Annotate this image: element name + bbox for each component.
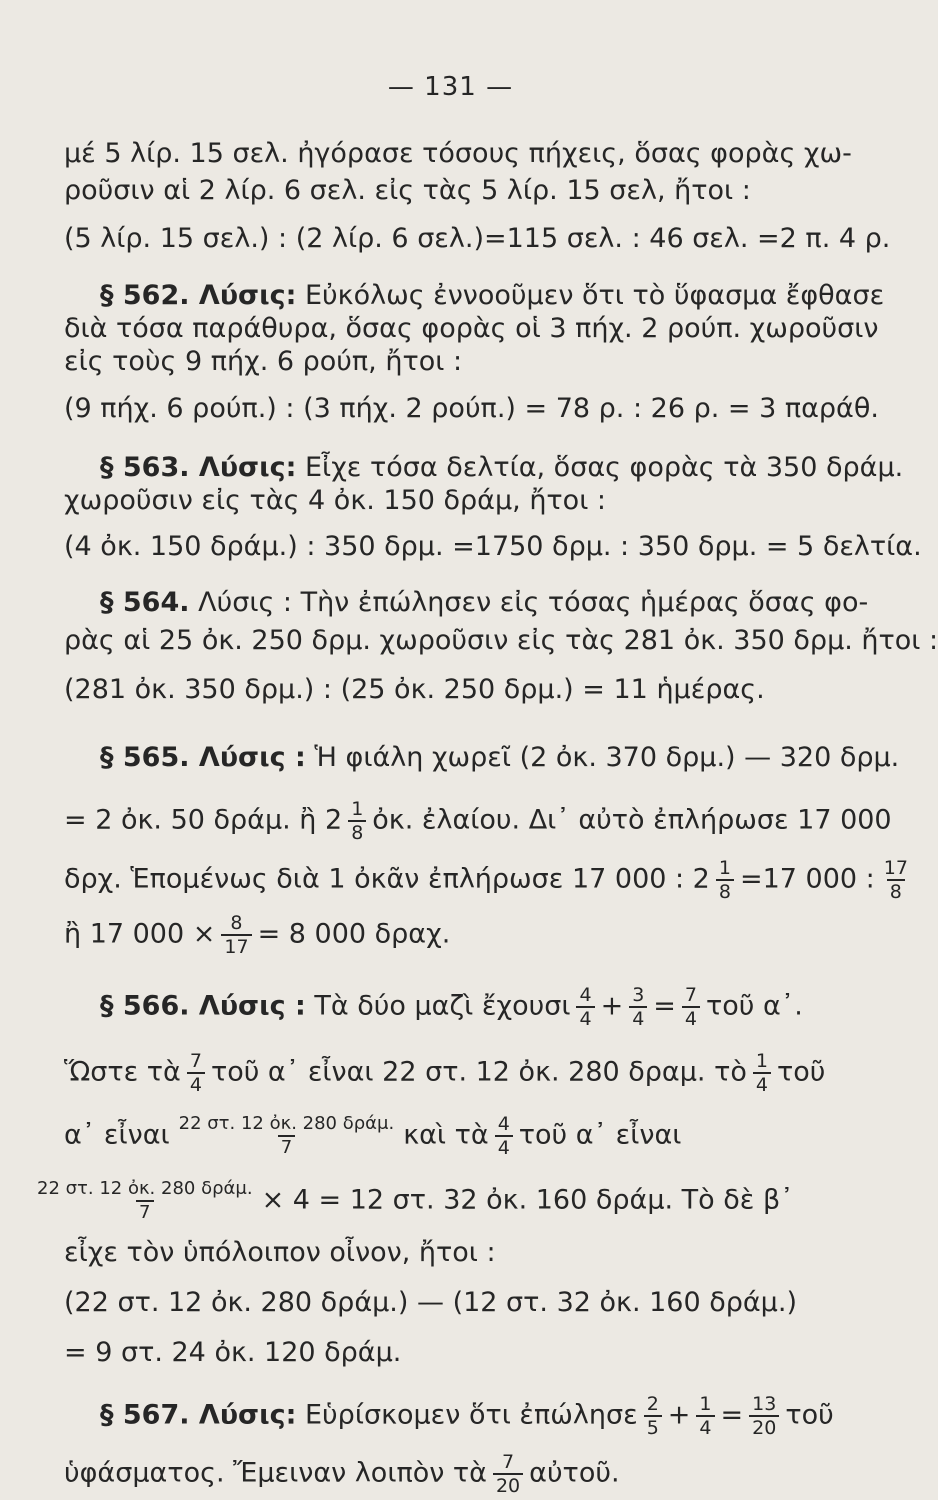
fraction	[187, 1050, 205, 1096]
denominator: 8	[887, 879, 905, 903]
equation-line: (9 πήχ. 6 ρούπ.) : (3 πήχ. 2 ρούπ.) = 78 ρ. : 26 ρ. = 3 παράθ.	[64, 393, 879, 424]
fraction	[753, 1050, 771, 1096]
section-heading: § 562. Λύσις:	[100, 280, 297, 311]
text-segment: ὀκ. ἐλαίου. Δι᾿ αὐτὸ ἐπλήρωσε 17 000	[372, 804, 892, 836]
section-566	[100, 984, 849, 1030]
text-segment: τοῦ	[776, 1056, 826, 1088]
equation-line: (22 στ. 12 ὀκ. 280 δράμ.) — (12 στ. 32 ὀκ. 160 δράμ.)	[64, 1287, 797, 1318]
section-heading: § 563. Λύσις:	[100, 452, 297, 483]
fraction	[749, 1393, 779, 1439]
text-line: ροῦσιν αἱ 2 λίρ. 6 σελ. εἰς τὰς 5 λίρ. 15 σελ, ἤτοι :	[64, 175, 751, 206]
section-text: Εὐκόλως ἐννοοῦμεν ὅτι τὸ ὕφασμα ἔφθασε	[305, 280, 885, 311]
equation-line: (4 ὀκ. 150 δράμ.) : 350 δρμ. =1750 δρμ. : 350 δρμ. = 5 δελτία.	[64, 531, 922, 562]
fraction	[696, 1393, 714, 1439]
fraction	[682, 984, 700, 1030]
numerator: 2	[646, 1393, 659, 1415]
numerator: 7	[189, 1050, 202, 1072]
text-segment: καὶ τὰ	[403, 1119, 489, 1151]
numerator: 1	[718, 857, 731, 879]
plus-sign: +	[600, 990, 624, 1022]
denominator: 4	[682, 1006, 700, 1030]
text-line: = 9 στ. 24 ὀκ. 120 δράμ.	[64, 1337, 402, 1368]
denominator: 4	[187, 1072, 205, 1096]
section-heading: § 567. Λύσις:	[100, 1399, 297, 1431]
numerator: 1	[699, 1393, 712, 1415]
numerator: 3	[632, 984, 645, 1006]
text-line	[64, 912, 849, 958]
equation-line: (281 ὀκ. 350 δρμ.) : (25 ὀκ. 250 δρμ.) = 11 ἡμέρας.	[64, 674, 765, 705]
section-text: Εἶχε τόσα δελτία, ὅσας φορὰς τὰ 350 δράμ.	[305, 452, 904, 483]
section-heading: § 565. Λύσις :	[100, 742, 306, 773]
text-line	[34, 1178, 849, 1224]
numerator: 8	[230, 912, 243, 934]
numerator: 1	[755, 1050, 768, 1072]
denominator: 4	[495, 1135, 513, 1159]
numerator: 22 στ. 12 ὀκ. 280 δράμ.	[37, 1178, 253, 1199]
text-line: διὰ τόσα παράθυρα, ὅσας φορὰς οἱ 3 πήχ. 2 ρούπ. χωροῦσιν	[64, 313, 879, 344]
equals-sign: =	[720, 1399, 744, 1431]
fraction	[576, 984, 594, 1030]
equation-line: (5 λίρ. 15 σελ.) : (2 λίρ. 6 σελ.)=115 σελ. : 46 σελ. =2 π. 4 ρ.	[64, 223, 891, 254]
numerator: 22 στ. 12 ὀκ. 280 δράμ.	[178, 1113, 395, 1134]
text-segment: = 8 000 δραχ.	[257, 918, 451, 950]
text-segment: × 4 = 12 στ. 32 ὀκ. 160 δράμ. Τὸ δὲ β᾿	[261, 1184, 794, 1216]
numerator: 7	[684, 984, 697, 1006]
fraction	[221, 912, 251, 958]
numerator: 4	[579, 984, 592, 1006]
text-segment: α᾿ εἶναι	[64, 1119, 170, 1151]
text-line: μέ 5 λίρ. 15 σελ. ἠγόρασε τόσους πήχεις, ὅσας φορὰς χω-	[64, 138, 852, 169]
fraction	[881, 857, 911, 903]
denominator: 8	[348, 820, 366, 844]
section-564	[100, 586, 869, 620]
section-text: Εὑρίσκομεν ὅτι ἐπώλησε	[305, 1399, 638, 1431]
denominator: 7	[278, 1135, 295, 1159]
text-line: εἶχε τὸν ὑπόλοιπον οἶνον, ἤτοι :	[64, 1237, 496, 1268]
fraction	[348, 798, 366, 844]
numerator: 1	[351, 798, 364, 820]
denominator: 20	[493, 1473, 523, 1497]
text-line	[64, 1113, 849, 1159]
fraction	[493, 1451, 523, 1497]
denominator: 8	[716, 879, 734, 903]
section-563	[100, 451, 904, 485]
text-line: χωροῦσιν εἰς τὰς 4 ὀκ. 150 δράμ, ἤτοι :	[64, 485, 607, 516]
numerator: 17	[883, 857, 908, 879]
text-line	[64, 1050, 849, 1096]
fraction	[176, 1113, 398, 1159]
denominator: 17	[221, 934, 251, 958]
text-segment: ἢ 17 000 ×	[64, 918, 216, 950]
section-heading: § 566. Λύσις :	[100, 990, 306, 1022]
text-line: ρὰς αἱ 25 ὀκ. 250 δρμ. χωροῦσιν εἰς τὰς 281 ὀκ. 350 δρμ. ἤτοι :	[64, 625, 938, 656]
text-segment: τοῦ	[785, 1399, 834, 1431]
text-segment: δρχ. Ἑπομένως διὰ 1 ὀκᾶν ἐπλήρωσε 17 000 : 2	[64, 863, 710, 895]
section-text: Λύσις : Τὴν ἐπώλησεν εἰς τόσας ἡμέρας ὅσας φο-	[198, 587, 869, 618]
section-text: Ἡ φιάλη χωρεῖ (2 ὀκ. 370 δρμ.) — 320 δρμ.	[314, 742, 900, 773]
text-segment: τοῦ α᾿ εἶναι	[518, 1119, 682, 1151]
text-segment: τοῦ α᾿.	[706, 990, 803, 1022]
denominator: 4	[696, 1415, 714, 1439]
denominator: 4	[576, 1006, 594, 1030]
denominator: 4	[629, 1006, 647, 1030]
fraction	[644, 1393, 662, 1439]
section-562	[100, 279, 885, 313]
denominator: 20	[749, 1415, 779, 1439]
text-line: εἰς τοὺς 9 πήχ. 6 ρούπ, ἤτοι :	[64, 346, 463, 377]
fraction	[629, 984, 647, 1030]
fraction	[495, 1113, 513, 1159]
text-line	[64, 1451, 849, 1497]
equals-sign: =	[653, 990, 676, 1022]
section-567	[100, 1393, 849, 1439]
numerator: 7	[502, 1451, 515, 1473]
fraction	[34, 1178, 256, 1224]
section-565	[100, 741, 900, 775]
text-segment: =17 000 :	[739, 863, 875, 895]
numerator: 13	[752, 1393, 777, 1415]
denominator: 7	[136, 1200, 153, 1224]
plus-sign: +	[667, 1399, 691, 1431]
section-heading: § 564.	[100, 587, 190, 618]
section-text: Τὰ δύο μαζὶ ἔχουσι	[314, 990, 571, 1022]
text-line	[64, 857, 908, 903]
fraction	[716, 857, 734, 903]
denominator: 5	[644, 1415, 662, 1439]
numerator: 4	[497, 1113, 510, 1135]
page-number: — 131 —	[387, 72, 514, 102]
denominator: 4	[753, 1072, 771, 1096]
text-segment: ὑφάσματος. Ἔμειναν λοιπὸν τὰ	[64, 1457, 487, 1489]
text-segment: αὐτοῦ.	[529, 1457, 620, 1489]
text-segment: = 2 ὀκ. 50 δράμ. ἢ 2	[64, 804, 343, 836]
text-segment: Ὥστε τὰ	[64, 1056, 181, 1088]
text-line	[64, 798, 892, 844]
text-segment: τοῦ α᾿ εἶναι 22 στ. 12 ὀκ. 280 δραμ. τὸ	[210, 1056, 747, 1088]
